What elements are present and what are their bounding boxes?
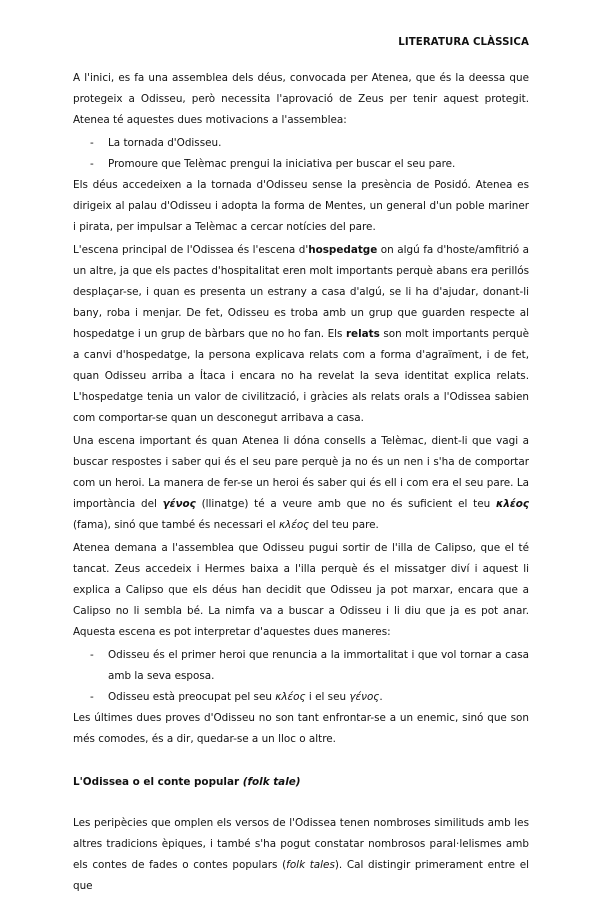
text-run: ). Cal distingir primerament entre el que <box>73 859 529 892</box>
document-body <box>73 68 529 899</box>
greek-term-genos: γένος <box>162 498 196 510</box>
paragraph-last-trials: Les últimes dues proves d'Odisseu no son tant enfrontar-se a un enemic, sinó que son més comodes, és a dir, quedar-se a un lloc o altre. <box>73 712 529 745</box>
paragraph-folk-tale <box>73 813 529 897</box>
paragraph-assembly: A l'inici, es fa una assemblea dels déus, convocada per Atenea, que és la deessa que protegeix a Odisseu, però necessita l'aprovació de Zeus per tenir aquest protegit. Atenea té aquestes dues motivacions a l'assemblea: <box>73 72 529 126</box>
term-hospedatge: hospedatge <box>308 244 378 256</box>
list-item: - Odisseu és el primer heroi que renuncia a la immortalitat i que vol tornar a casa amb la seva esposa. <box>73 645 529 687</box>
list-item <box>73 687 529 708</box>
heading-italic: (folk tale) <box>242 776 301 788</box>
text-run: (fama), sinó que també és necessari el <box>73 519 279 531</box>
text-run: Una escena important és quan Atenea li dóna consells a Telèmac, dient-li que vagi a buscar respostes i saber qui és el seu pare perquè ja no és un nen i s'ha de comportar com un heroi. La manera de fer-se un heroi és saber qui és ell i com era el seu pare. La importància del <box>73 435 529 510</box>
paragraph-hospitality <box>73 240 529 429</box>
motivations-list <box>73 133 529 175</box>
text-run: on algú fa d'hoste/amfitrió a un altre, ja que els pactes d'hospitalitat eren molt importants perquè abans era perillós desplaçar-se, i quan es presenta un estrany a casa d'algú, se li ha d'ajudar, donant-li bany, roba i menjar. De fet, Odisseu es troba amb un grup que guarden respecte al hospedatge i un grup de bàrbars que no ho fan. Els <box>73 244 529 340</box>
greek-term-kleos: κλέος <box>275 691 306 703</box>
term-relats: relats <box>345 328 380 340</box>
section-heading <box>73 772 529 793</box>
text-run: L'escena principal de l'Odissea és l'escena d' <box>73 244 309 256</box>
text-run: . <box>379 691 383 703</box>
text-run: i el seu <box>305 691 350 703</box>
page-header-title: LITERATURA CLÀSSICA <box>398 37 529 48</box>
greek-term-kleos: κλέος <box>495 498 529 510</box>
interpretations-list <box>73 645 529 708</box>
paragraph-athena-mentes: Els déus accedeixen a la tornada d'Odisseu sense la presència de Posidó. Atenea es dirigeix al palau d'Odisseu i adopta la forma de Mentes, un general d'un poble mariner i pirata, per impulsar a Telèmac a cercar notícies del pare. <box>73 179 529 233</box>
list-item: - Promoure que Telèmac prengui la iniciativa per buscar el seu pare. <box>73 154 529 175</box>
paragraph-telemachus <box>73 431 529 536</box>
text-run: del teu pare. <box>309 519 379 531</box>
text-run: (llinatge) té a veure amb que no és suficient el teu <box>195 498 496 510</box>
text-run: Les peripècies que omplen els versos de l'Odissea tenen nombroses similituds amb les altres tradicions èpiques, i també s'ha pogut constatar nombrosos paral·lelismes amb els contes de fades o contes populars ( <box>73 817 529 871</box>
paragraph-calypso: Atenea demana a l'assemblea que Odisseu pugui sortir de l'illa de Calipso, que el té tancat. Zeus accedeix i Hermes baixa a l'illa perquè és el missatger diví i aquest li explica a Calipso que els déus han decidit que Odisseu ja pot marxar, encara que a Calipso no li sembla bé. La nimfa va a buscar a Odisseu i li diu que ja es pot anar. Aquesta escena es pot interpretar d'aquestes dues maneres: <box>73 542 529 638</box>
greek-term-genos: γένος <box>349 691 380 703</box>
text-run: Odisseu està preocupat pel seu <box>108 691 276 703</box>
list-item: - La tornada d'Odisseu. <box>73 133 529 154</box>
text-run: son molt importants perquè a canvi d'hospedatge, la persona explicava relats com a forma d'agraïment, i de fet, quan Odisseu arriba a Ítaca i encara no ha revelat la seva identitat explica relats. L'hospedatge tenia un valor de civilització, i gràcies als relats orals a l'Odissea sabien com comportar-se quan un desconegut arribava a casa. <box>73 328 529 424</box>
term-folk-tales: folk tales <box>286 859 335 871</box>
heading-text: L'Odissea o el conte popular <box>73 776 243 788</box>
greek-term-kleos: κλέος <box>278 519 310 531</box>
